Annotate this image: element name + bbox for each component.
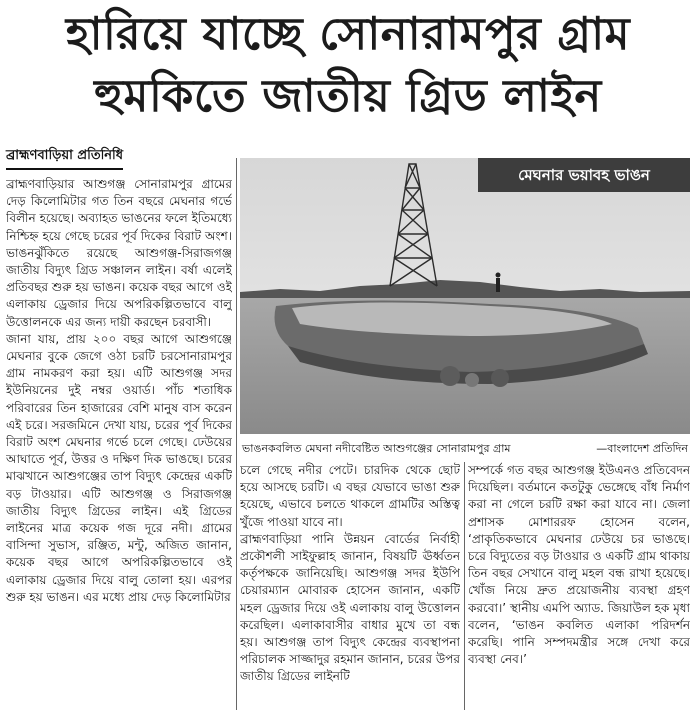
headline-line-1: হারিয়ে যাচ্ছে সোনারামপুর গ্রাম (65, 7, 631, 60)
column-divider (236, 158, 237, 710)
article-column-3 (468, 462, 690, 710)
col1-paragraph: জানা যায়, প্রায় ২০০ বছর আগে আশুগঞ্জে মেঘনার বুকে জেগে ওঠা চরটি চরসোনারামপুর গ্রাম নামকরণ করা হয়। এটি আশুগঞ্জ সদর ইউনিয়নের দুই নম্বর ওয়ার্ড। পাঁচ শতাধিক পরিবারের তিন হাজারের বেশি মানুষ বাস করেন এই চরে। সরজমিনে দেখা যায়, চরের পূর্ব দিকের বিরাট অংশ মেঘনার গর্ভে চলে গেছে। ঢেউয়ের আঘাতে পূর্ব, উত্তর ও দক্ষিণ দিক ভাঙছে। চরের মাঝখানে আশুগঞ্জের তাপ বিদ্যুৎ কেন্দ্রের একটি বড় টাওয়ার। এটি আশুগঞ্জ ও সিরাজগঞ্জ জাতীয় বিদ্যুৎ গ্রিডের লাইন। এই গ্রিডের লাইনের মাত্র কয়েক গজ দূরে নদী। গ্রামের বাসিন্দা সুভাস, রঞ্জিত, মন্টু, অজিত জানান, কয়েক বছর আগে অপরিকল্পিতভাবে ওই এলাকায় ড্রেজার দিয়ে বালু তোলা হয়। এরপর শুরু হয় ভাঙন। এর মধ্যে প্রায় দেড় কিলোমিটার (6, 331, 232, 604)
col1-paragraph: ব্রাহ্মণবাড়িয়ার আশুগঞ্জ সোনারামপুর গ্রামের দেড় কিলোমিটার গত তিন বছরে মেঘনার গর্ভে বিলীন হয়েছে। অব্যাহত ভাঙনের ফলে ইতিমধ্যে নিশ্চিহ্ন হয়ে গেছে চরের পূর্ব দিকের বিরাট অংশ। ভাঙনঝুঁকিতে রয়েছে আশুগঞ্জ-সিরাজগঞ্জ জাতীয় বিদ্যুৎ গ্রিড সঞ্চালন লাইন। বর্ষা এলেই প্রতিবছর শুরু হয় ভাঙন। কয়েক বছর আগে ওই এলাকায় ড্রেজার দিয়ে অপরিকল্পিতভাবে বালু উত্তোলনকে এর জন্য দায়ী করছেন চরবাসী। (6, 177, 232, 329)
headline-line-2: হুমকিতে জাতীয় গ্রিড লাইন (94, 69, 602, 122)
photo-credit: —বাংলাদেশ প্রতিদিন (596, 442, 688, 455)
byline: ব্রাহ্মণবাড়িয়া প্রতিনিধি (6, 146, 123, 170)
col2-paragraph: চলে গেছে নদীর পেটে। চারদিক থেকে ছোট হয়ে আসছে চরটি। এ বছর যেভাবে ভাঙা শুরু হয়েছে, এভাবে চলতে থাকলে গ্রামটির অস্তিত্ব খুঁজে পাওয়া যাবে না। (240, 463, 460, 529)
col2-paragraph: ব্রাহ্মণবাড়িয়া পানি উন্নয়ন বোর্ডের নির্বাহী প্রকৌশলী সাইফুল্লাহ জানান, বিষয়টি ঊর্ধ্বতন কর্তৃপক্ষকে জানিয়েছি। আশুগঞ্জ সদর ইউপি চেয়ারম্যান মোবারক হোসেন জানান, একটি মহল ড্রেজার দিয়ে ওই এলাকায় বালু উত্তোলন করেছিল। এলাকাবাসীর বাধার মুখে তা বন্ধ হয়। আশুগঞ্জ তাপ বিদ্যুৎ কেন্দ্রের ব্যবস্থাপনা পরিচালক সাজ্জাদুর রহমান জানান, চরের উপর জাতীয় গ্রিডের লাইনটি (240, 531, 460, 684)
news-photo (240, 158, 690, 434)
photo-label: মেঘনার ভয়াবহ ভাঙন (478, 158, 690, 192)
column-divider (464, 462, 465, 710)
col3-paragraph: সম্পর্কে গত বছর আশুগঞ্জ ইউএনও প্রতিবেদন দিয়েছিল। বর্তমানে কতটুকু ভেঙ্গেছে বাঁধ নির্মাণ করা না গেলে চরটি রক্ষা করা যাবে না। জেলা প্রশাসক মোশাররফ হোসেন বলেন, ‘প্রাকৃতিকভাবে মেঘনার ঢেউয়ে চর ভাঙছে। চরে বিদ্যুতের বড় টাওয়ার ও একটি গ্রাম থাকায় তিন বছর সেখানে বালু মহল বন্ধ রাখা হয়েছে। খোঁজ নিয়ে দ্রুত প্রয়োজনীয় ব্যবস্থা গ্রহণ করবো।’ স্থানীয় এমপি অ্যাড. জিয়াউল হক মৃধা বলেন, ‘ভাঙন কবলিত এলাকা পরিদর্শন করেছি। পানি সম্পদমন্ত্রীর সঙ্গে দেখা করে ব্যবস্থা নেব।’ (468, 463, 690, 667)
photo-caption (242, 440, 688, 459)
article-column-2 (240, 462, 460, 710)
article-column-1 (6, 176, 232, 710)
caption-text: ভাঙনকবলিত মেঘনা নদীবেষ্টিত আশুগঞ্জের সোনারামপুর গ্রাম (242, 442, 511, 455)
